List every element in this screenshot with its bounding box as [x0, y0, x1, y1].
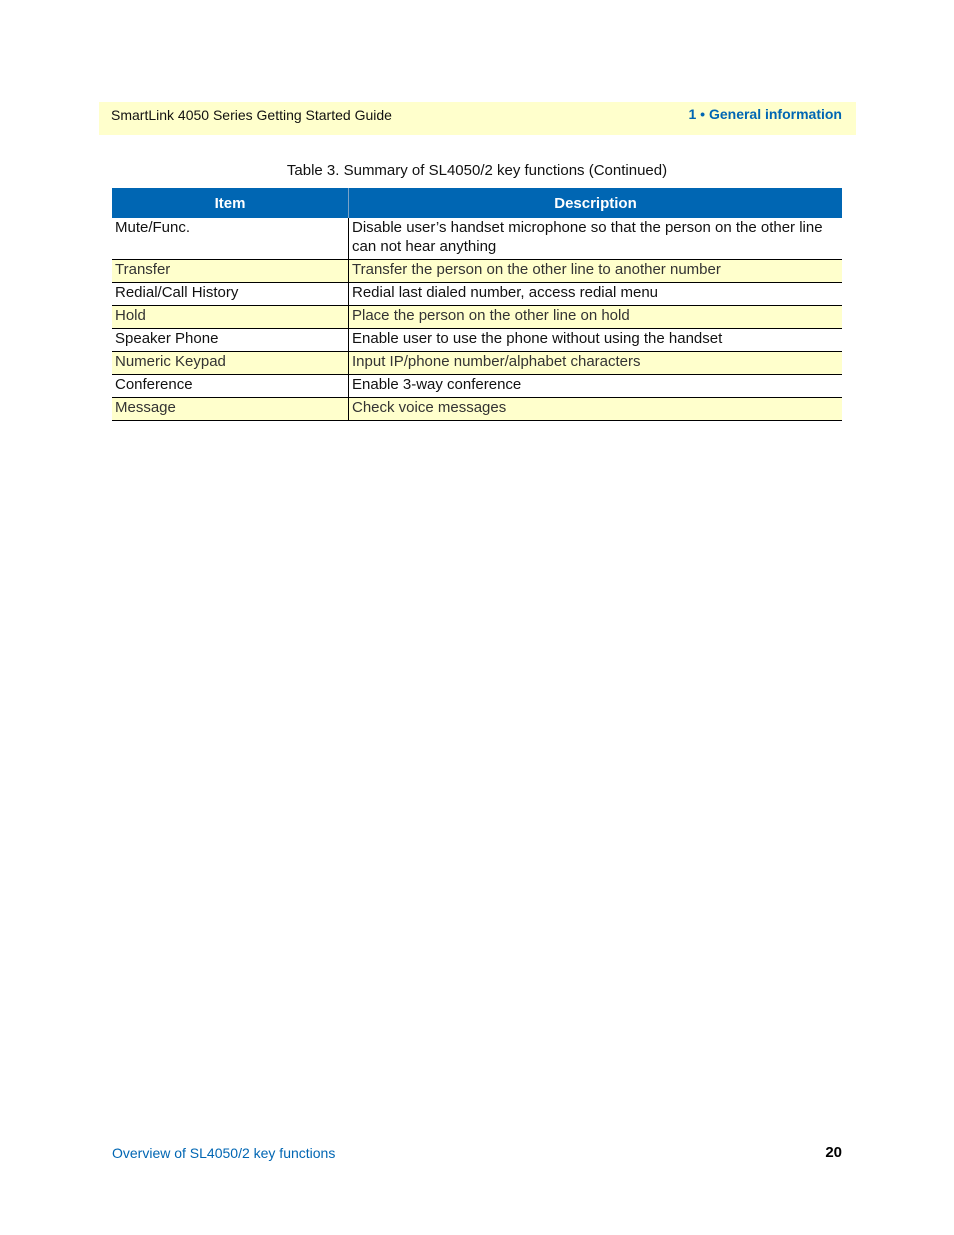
row-description: Place the person on the other line on hold	[349, 306, 843, 329]
row-description: Disable user’s handset microphone so that the person on the other line can not hear anything	[349, 218, 843, 260]
row-item: Numeric Keypad	[112, 352, 349, 375]
row-description: Check voice messages	[349, 398, 843, 421]
table-caption: Table 3. Summary of SL4050/2 key functions (Continued)	[286, 162, 668, 179]
table-row	[112, 398, 842, 421]
row-description: Input IP/phone number/alphabet characters	[349, 352, 843, 375]
header-guide-title: SmartLink 4050 Series Getting Started Guide	[111, 107, 392, 123]
table-row	[112, 352, 842, 375]
table-row	[112, 375, 842, 398]
row-item: Hold	[112, 306, 349, 329]
row-item: Conference	[112, 375, 349, 398]
column-header-item: Item	[112, 188, 349, 218]
row-item: Speaker Phone	[112, 329, 349, 352]
table-header-row	[112, 188, 842, 218]
footer-section-title: Overview of SL4050/2 key functions	[112, 1145, 336, 1161]
row-item: Redial/Call History	[112, 283, 349, 306]
table-row	[112, 306, 842, 329]
page-number: 20	[825, 1144, 842, 1161]
row-description: Redial last dialed number, access redial menu	[349, 283, 843, 306]
table-row	[112, 329, 842, 352]
table-row	[112, 283, 842, 306]
key-functions-table	[112, 188, 842, 421]
row-item: Transfer	[112, 260, 349, 283]
running-header	[99, 102, 856, 135]
column-header-description: Description	[349, 188, 843, 218]
header-chapter-title: 1 • General information	[688, 106, 842, 122]
table-row	[112, 260, 842, 283]
row-description: Enable user to use the phone without using the handset	[349, 329, 843, 352]
row-item: Mute/Func.	[112, 218, 349, 260]
row-description: Enable 3-way conference	[349, 375, 843, 398]
row-description: Transfer the person on the other line to another number	[349, 260, 843, 283]
row-item: Message	[112, 398, 349, 421]
table-row	[112, 218, 842, 260]
